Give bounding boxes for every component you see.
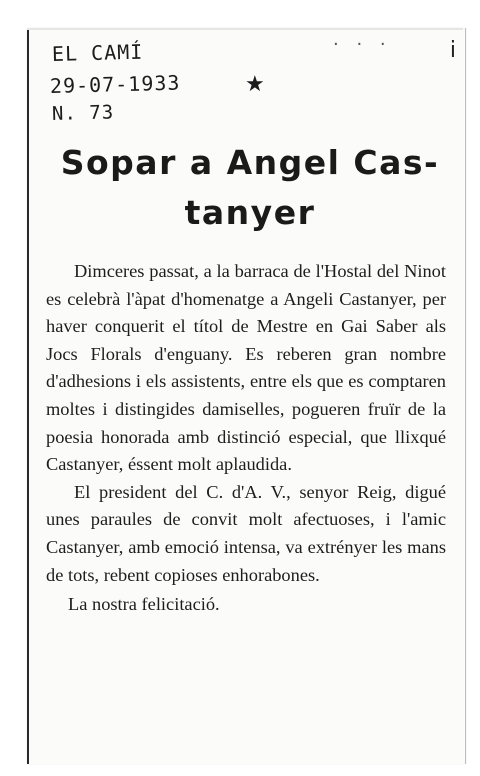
clipping-top-edge xyxy=(27,28,463,30)
article-title xyxy=(40,138,460,238)
handwritten-number: N. 73 xyxy=(51,101,115,125)
handwritten-date: 29-07-1933 xyxy=(49,70,181,98)
star-icon: ★ xyxy=(245,72,265,97)
article-title-line-1: Sopar a Angel Cas- xyxy=(60,143,440,182)
article-body xyxy=(46,258,446,619)
article-paragraph-1: Dimceres passat, a la barraca de l'Hostal del Ninot es celebrà l'àpat d'homenatge a Angeli Castanyer, per haver conquerit el títol de Mestre en Gai Saber als Jocs Florals d'enguany. Es reberen gran nombre d'adhesions i els assistents, entre els que es comptaren moltes i distingides damiselles, pogueren fruïr de la poesia honorada amb distinció especial, que llixqué Castanyer, éssent molt aplaudida. xyxy=(46,261,446,475)
corner-mark: i xyxy=(449,38,456,63)
article-paragraph-2: El president del C. d'A. V., senyor Reig, digué unes paraules de convit molt afectuoses, i l'amic Castanyer, amb emoció intensa, va extrényer les mans de tots, rebent copioses enhorabones. xyxy=(46,481,446,585)
scan-dots: · · · xyxy=(333,34,392,55)
article-closing: La nostra felicitació. xyxy=(68,594,220,615)
handwritten-publication: EL CAMÍ xyxy=(51,39,144,66)
article-title-line-2: tanyer xyxy=(184,193,316,232)
